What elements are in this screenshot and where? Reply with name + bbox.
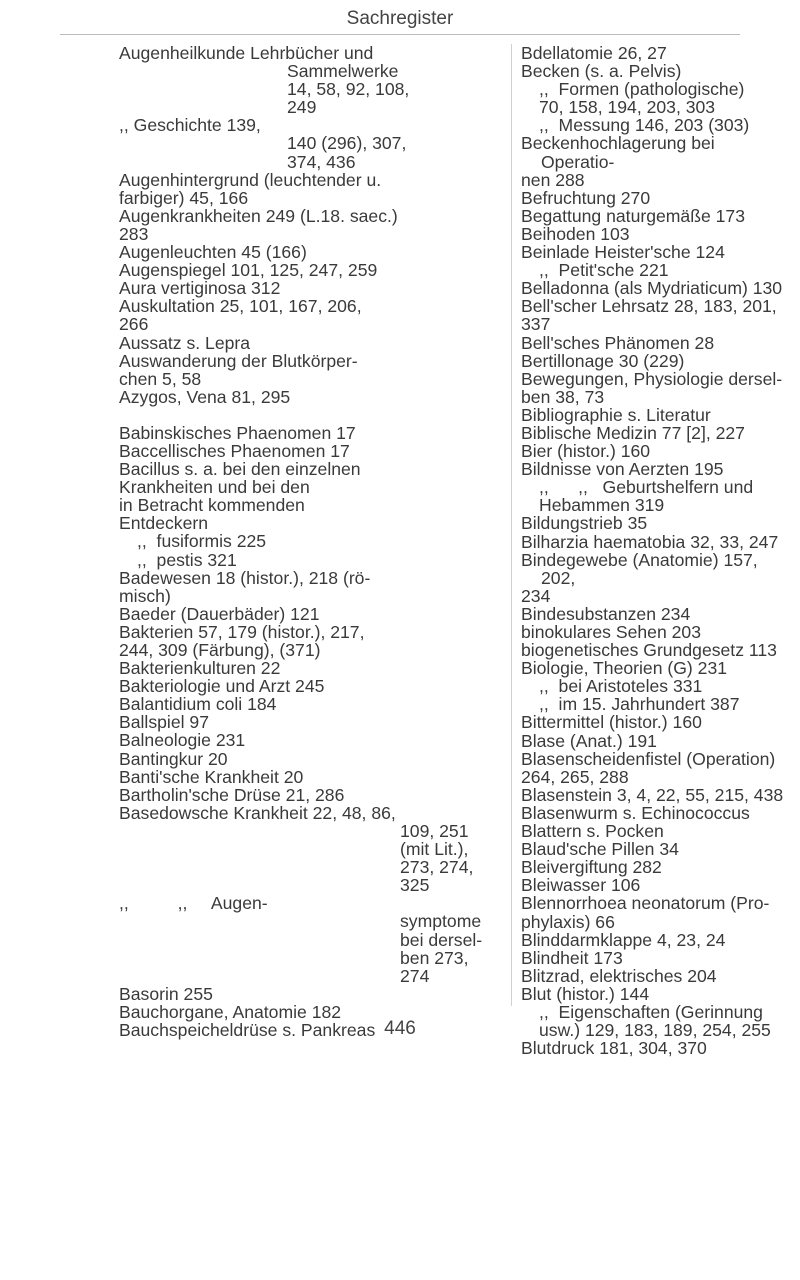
index-entry bbox=[521, 478, 791, 514]
index-entry-line: Bell'sches Phänomen 28 bbox=[521, 332, 715, 353]
index-entry-line: bei dersel- bbox=[400, 929, 483, 950]
index-entry-line: 374, 436 bbox=[287, 151, 356, 172]
index-entry-line: Bakterien 57, 179 (histor.), 217, bbox=[119, 621, 365, 642]
index-entry-line: ,, Formen (pathologische) bbox=[539, 79, 745, 100]
index-entry-line: 264, 265, 288 bbox=[521, 766, 629, 787]
index-entry-line: 234 bbox=[521, 585, 551, 606]
index-entry-line: Augenkrankheiten 249 (L.18. saec.) bbox=[119, 205, 398, 226]
index-entry-line: Augenleuchten 45 (166) bbox=[119, 242, 307, 263]
index-entry bbox=[119, 207, 501, 243]
index-entry-line: Blitzrad, elektrisches 204 bbox=[521, 965, 717, 986]
index-entry-line: phylaxis) 66 bbox=[521, 911, 615, 932]
index-entry bbox=[521, 116, 791, 134]
index-entry bbox=[521, 514, 791, 532]
index-entry-line: Bantingkur 20 bbox=[119, 748, 228, 769]
index-entry bbox=[119, 677, 501, 695]
index-entry-line: Blasenwurm s. Echinococcus bbox=[521, 802, 750, 823]
index-entry-line: Balantidium coli 184 bbox=[119, 694, 277, 715]
index-entry bbox=[521, 44, 791, 62]
index-entry-line: in Betracht kommenden bbox=[119, 495, 305, 516]
index-entry-line: Augenspiegel 101, 125, 247, 259 bbox=[119, 260, 378, 281]
index-entry bbox=[521, 967, 791, 985]
index-entry-line: Blaud'sche Pillen 34 bbox=[521, 839, 679, 860]
index-entry bbox=[119, 985, 501, 1003]
index-entry-line: 249 bbox=[287, 97, 317, 118]
index-entry bbox=[521, 641, 791, 659]
index-entry-line: 70, 158, 194, 203, 303 bbox=[539, 97, 716, 118]
index-entry bbox=[119, 424, 501, 442]
index-entry bbox=[119, 750, 501, 768]
index-entry bbox=[521, 189, 791, 207]
index-entry bbox=[521, 732, 791, 750]
index-entry-line: 283 bbox=[119, 223, 149, 244]
index-entry-line: ,, Eigenschaften (Gerinnung bbox=[539, 1001, 763, 1022]
index-entry-line: Bibliographie s. Literatur bbox=[521, 404, 711, 425]
index-entry-line: Blut (histor.) 144 bbox=[521, 983, 650, 1004]
index-entry-line: Bindesubstanzen 234 bbox=[521, 603, 691, 624]
index-entry-line: Blindheit 173 bbox=[521, 947, 623, 968]
index-entry-line: usw.) 129, 183, 189, 254, 255 bbox=[539, 1020, 771, 1041]
index-entry bbox=[119, 695, 501, 713]
index-entry-line: 14, 58, 92, 108, bbox=[287, 79, 410, 100]
index-entry bbox=[521, 822, 791, 840]
index-entry bbox=[119, 551, 501, 569]
index-entry-line: Beckenhochlagerung bei Operatio- bbox=[521, 133, 715, 172]
index-entry bbox=[119, 605, 501, 623]
index-entry-line: ,, pestis 321 bbox=[137, 549, 237, 570]
index-entry-line: Blase (Anat.) 191 bbox=[521, 730, 657, 751]
index-entry bbox=[119, 804, 501, 894]
index-entry bbox=[119, 279, 501, 297]
index-entry-line: Basedowsche Krankheit 22, 48, 86, bbox=[119, 802, 396, 823]
index-entry-line: 273, 274, bbox=[400, 857, 474, 878]
index-entry-line: ,, im 15. Jahrhundert 387 bbox=[539, 694, 740, 715]
index-column-left bbox=[119, 44, 501, 1039]
index-entry bbox=[521, 62, 791, 80]
index-entry bbox=[119, 171, 501, 207]
index-entry bbox=[521, 804, 791, 822]
index-entry-line: Hebammen 319 bbox=[539, 495, 665, 516]
index-entry-line: farbiger) 45, 166 bbox=[119, 187, 249, 208]
index-entry bbox=[521, 297, 791, 333]
index-entry bbox=[119, 334, 501, 352]
index-entry-line: Bakterienkulturen 22 bbox=[119, 658, 281, 679]
index-entry-line: Entdeckern bbox=[119, 513, 208, 534]
index-entry bbox=[119, 44, 501, 116]
index-entry-line: symptome bbox=[400, 911, 482, 932]
index-entry-line: ,, bei Aristoteles 331 bbox=[539, 676, 703, 697]
index-entry-line: nen 288 bbox=[521, 169, 585, 190]
index-entry-line: Ballspiel 97 bbox=[119, 712, 209, 733]
index-entry bbox=[521, 894, 791, 930]
index-entry bbox=[521, 949, 791, 967]
index-entry-line: ,, Messung 146, 203 (303) bbox=[539, 115, 750, 136]
index-entry bbox=[119, 569, 501, 605]
index-entry bbox=[521, 424, 791, 442]
index-entry-line: Beihoden 103 bbox=[521, 223, 630, 244]
index-entry-line: ben 38, 73 bbox=[521, 386, 605, 407]
index-entry-line: Bindegewebe (Anatomie) 157, 202, bbox=[521, 549, 758, 588]
index-entry-line: Bleiwasser 106 bbox=[521, 875, 641, 896]
index-entry-line: 337 bbox=[521, 314, 551, 335]
index-entry-line: Bewegungen, Physiologie dersel- bbox=[521, 368, 783, 389]
index-entry-line: Balneologie 231 bbox=[119, 730, 246, 751]
index-entry-line: 325 bbox=[400, 875, 430, 896]
index-entry bbox=[119, 243, 501, 261]
index-entry-line: Bildnisse von Aerzten 195 bbox=[521, 459, 724, 480]
index-entry bbox=[521, 623, 791, 641]
index-entry-line: Blattern s. Pocken bbox=[521, 821, 664, 842]
index-entry-line: Baccellisches Phaenomen 17 bbox=[119, 440, 350, 461]
header-divider bbox=[60, 34, 740, 35]
index-entry-line: Bauchorgane, Anatomie 182 bbox=[119, 1001, 342, 1022]
index-entry-line: Biologie, Theorien (G) 231 bbox=[521, 658, 728, 679]
index-entry-line: Blinddarmklappe 4, 23, 24 bbox=[521, 929, 726, 950]
index-entry bbox=[119, 713, 501, 731]
index-entry-line: 266 bbox=[119, 314, 149, 335]
index-entry-line: Augenheilkunde Lehrbücher und bbox=[119, 43, 374, 63]
index-entry bbox=[521, 840, 791, 858]
index-entry-line: Belladonna (als Mydriaticum) 130 bbox=[521, 278, 783, 299]
index-entry-line: Beinlade Heister'sche 124 bbox=[521, 242, 725, 263]
index-entry-line: Babinskisches Phaenomen 17 bbox=[119, 422, 356, 443]
index-entry bbox=[119, 297, 501, 333]
index-entry-line: misch) bbox=[119, 585, 171, 606]
index-entry bbox=[119, 261, 501, 279]
index-entry bbox=[521, 713, 791, 731]
index-entry-line: 244, 309 (Färbung), (371) bbox=[119, 640, 321, 660]
index-entry-line: ,, fusiformis 225 bbox=[137, 531, 267, 552]
index-entry-line: Blutdruck 181, 304, 370 bbox=[521, 1038, 707, 1059]
index-entry-line: Auswanderung der Blutkörper- bbox=[119, 350, 358, 371]
index-entry-line: Banti'sche Krankheit 20 bbox=[119, 766, 304, 787]
index-entry-line: Blasenscheidenfistel (Operation) bbox=[521, 748, 776, 769]
index-entry-line: Bartholin'sche Drüse 21, 286 bbox=[119, 784, 345, 805]
column-divider bbox=[511, 44, 512, 1006]
index-entry bbox=[119, 786, 501, 804]
index-entry-line: Blennorrhoea neonatorum (Pro- bbox=[521, 893, 770, 914]
index-entry-line: (mit Lit.), bbox=[400, 839, 469, 860]
index-entry-line: Aussatz s. Lepra bbox=[119, 332, 251, 353]
index-entry bbox=[521, 551, 791, 605]
index-entry-line: Bacillus s. a. bei den einzelnen bbox=[119, 459, 361, 480]
index-entry bbox=[521, 352, 791, 370]
index-entry-line: Bell'scher Lehrsatz 28, 183, 201, bbox=[521, 296, 777, 317]
index-entry-line: Krankheiten und bei den bbox=[119, 477, 310, 498]
index-entry bbox=[521, 533, 791, 551]
index-entry bbox=[119, 116, 501, 170]
index-entry bbox=[119, 731, 501, 749]
index-entry bbox=[119, 623, 501, 659]
index-entry-line: Bdellatomie 26, 27 bbox=[521, 43, 667, 63]
index-entry-line: binokulares Sehen 203 bbox=[521, 622, 701, 642]
index-entry-line: Bauchspeicheldrüse s. Pankreas bbox=[119, 1019, 376, 1040]
index-entry-line: Sammelwerke bbox=[287, 61, 399, 82]
index-entry-line: Bildungstrieb 35 bbox=[521, 513, 648, 534]
index-entry bbox=[521, 207, 791, 225]
index-column-right bbox=[521, 44, 791, 1057]
index-entry bbox=[521, 406, 791, 424]
index-entry-line: Basorin 255 bbox=[119, 983, 213, 1004]
index-entry-line: Bittermittel (histor.) 160 bbox=[521, 712, 702, 733]
index-entry-line: Aura vertiginosa 312 bbox=[119, 278, 281, 299]
index-entry bbox=[521, 985, 791, 1003]
page-header: Sachregister bbox=[346, 8, 454, 29]
index-entry-line: Augenhintergrund (leuchtender u. bbox=[119, 169, 382, 190]
index-entry-line: Auskultation 25, 101, 167, 206, bbox=[119, 296, 362, 317]
index-entry bbox=[521, 261, 791, 279]
index-entry bbox=[119, 388, 501, 406]
index-entry-line: ,, Geschichte 139, bbox=[119, 115, 261, 136]
index-entry-line: 140 (296), 307, bbox=[287, 133, 407, 154]
index-entry bbox=[119, 768, 501, 786]
index-entry bbox=[521, 659, 791, 677]
index-entry-line: 109, 251 bbox=[400, 820, 469, 841]
index-entry bbox=[521, 605, 791, 623]
index-entry bbox=[521, 370, 791, 406]
index-entry bbox=[119, 352, 501, 388]
index-entry-line: Biblische Medizin 77 [2], 227 bbox=[521, 422, 745, 443]
index-entry bbox=[521, 1039, 791, 1057]
index-entry bbox=[521, 858, 791, 876]
index-entry bbox=[521, 334, 791, 352]
index-entry-line: Befruchtung 270 bbox=[521, 187, 651, 208]
index-entry bbox=[521, 677, 791, 695]
index-entry-line: Bier (histor.) 160 bbox=[521, 441, 651, 462]
index-entry-line: Bilharzia haematobia 32, 33, 247 bbox=[521, 531, 779, 552]
index-entry bbox=[521, 695, 791, 713]
index-entry bbox=[521, 80, 791, 116]
index-entry-line: Azygos, Vena 81, 295 bbox=[119, 386, 291, 407]
index-entry-line: Blasenstein 3, 4, 22, 55, 215, 438 bbox=[521, 784, 784, 805]
index-entry-line: ben 273, 274 bbox=[400, 947, 469, 986]
index-entry-line: Bleivergiftung 282 bbox=[521, 857, 662, 878]
index-entry bbox=[521, 225, 791, 243]
index-entry bbox=[521, 243, 791, 261]
index-entry bbox=[521, 134, 791, 188]
index-entry bbox=[521, 876, 791, 894]
page-number: 446 bbox=[384, 1018, 416, 1039]
index-entry bbox=[521, 931, 791, 949]
index-entry-line: ,, ,, Geburtshelfern und bbox=[539, 477, 754, 498]
index-entry bbox=[119, 659, 501, 677]
index-entry-line: Becken (s. a. Pelvis) bbox=[521, 61, 682, 82]
index-entry-line: ,, Petit'sche 221 bbox=[539, 260, 669, 281]
index-entry bbox=[119, 460, 501, 532]
index-entry bbox=[119, 894, 501, 984]
index-entry-line: Badewesen 18 (histor.), 218 (rö- bbox=[119, 567, 371, 588]
index-entry bbox=[521, 786, 791, 804]
index-entry bbox=[119, 532, 501, 550]
index-entry bbox=[119, 442, 501, 460]
index-entry bbox=[521, 750, 791, 786]
index-entry-line: Begattung naturgemäße 173 bbox=[521, 205, 745, 226]
index-entry-line: Bakteriologie und Arzt 245 bbox=[119, 676, 325, 697]
index-entry-line: ,, ,, Augen- bbox=[119, 893, 268, 914]
index-entry-line: biogenetisches Grundgesetz 113 bbox=[521, 640, 777, 661]
index-entry-line: Baeder (Dauerbäder) 121 bbox=[119, 603, 320, 624]
index-entry bbox=[521, 460, 791, 478]
index-entry-line: chen 5, 58 bbox=[119, 368, 202, 389]
index-entry bbox=[521, 442, 791, 460]
index-entry-line: Bertillonage 30 (229) bbox=[521, 350, 685, 371]
index-entry bbox=[521, 279, 791, 297]
